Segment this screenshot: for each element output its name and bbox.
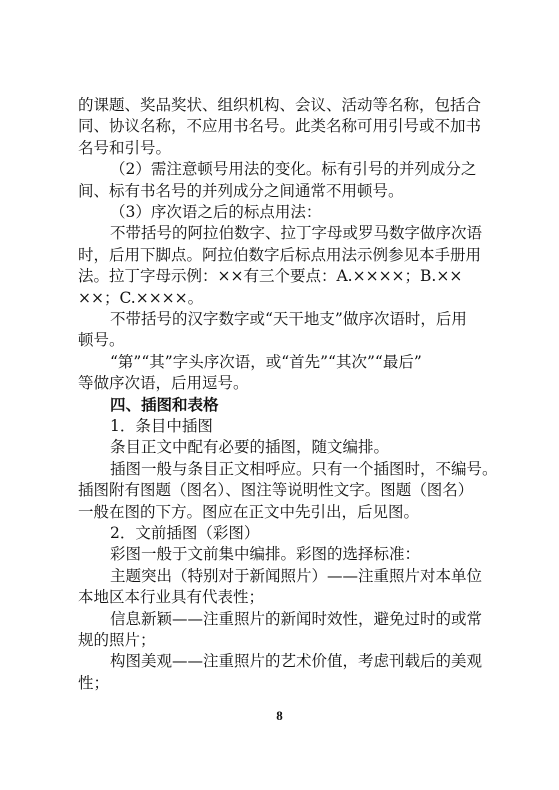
subsection-heading: 2．文前插图（彩图）	[110, 524, 260, 542]
page-number: 8	[276, 708, 283, 723]
text-line: 时，后用下脚点。阿拉伯数字后标点用法示例参见本手册用	[78, 245, 482, 264]
text-line: 同、协议名称，不应用书名号。此类名称可用引号或不加书	[78, 117, 482, 136]
text-line: 本地区本行业具有代表性；	[78, 588, 265, 607]
text-line: 性；	[78, 673, 110, 692]
text-line: 法。拉丁字母示例：××有三个要点：A.××××；B.××	[78, 267, 463, 286]
text-line: 间、标有书名号的并列成分之间通常不用顿号。	[78, 181, 404, 200]
text-line: 等做序次语，后用逗号。	[78, 374, 249, 393]
text-line: （3）序次语之后的标点用法：	[110, 203, 322, 221]
text-line: 信息新颖——注重照片的新闻时效性，避免过时的或常	[110, 609, 483, 628]
text-line: “第”“其”字头序次语，或“首先”“其次”“最后”	[110, 352, 422, 371]
text-line: 不带括号的汉字数字或“天干地支”做序次语时，后用	[110, 310, 467, 328]
text-line: 插图附有图题（图名）、图注等说明性文字。图题（图名）	[78, 481, 474, 500]
text-line: 主题突出（特别对于新闻照片）——注重照片对本单位	[110, 566, 483, 585]
text-line: 的课题、奖品奖状、组织机构、会议、活动等名称，包括合	[78, 96, 482, 114]
text-line: 规的照片；	[78, 631, 156, 649]
text-line: 名号和引号。	[78, 138, 172, 157]
text-line: ××；C.××××。	[78, 288, 204, 307]
text-line: 构图美观——注重照片的艺术价值，考虑刊载后的美观	[110, 652, 483, 671]
text-line: 插图一般与条目正文相呼应。只有一个插图时，不编号。	[110, 459, 498, 478]
section-heading: 四、插图和表格	[110, 394, 219, 414]
text-line: （2）需注意顿号用法的变化。标有引号的并列成分之	[110, 160, 477, 179]
text-line: 不带括号的阿拉伯数字、拉丁字母或罗马数字做序次语	[110, 224, 483, 243]
text-line: 条目正文中配有必要的插图，随文编排。	[110, 438, 390, 457]
text-line: 顿号。	[78, 331, 125, 350]
text-line: 彩图一般于文前集中编排。彩图的选择标准：	[110, 545, 421, 564]
subsection-heading: 1．条目中插图	[110, 417, 213, 435]
text-line: 一般在图的下方。图应在正文中先引出，后见图。	[78, 502, 420, 521]
